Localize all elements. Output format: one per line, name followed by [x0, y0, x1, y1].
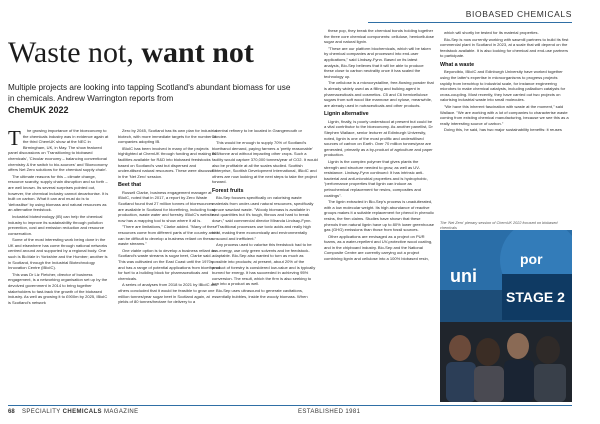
- paragraph: Other applications are envisaged as a project on PUR foams, as a water-repellent and UV-protective wood coating, and in the chipboard industry. Bio-Sep and the National Composite Centre are currently carrying out a project combining lignin and cellulose into a 100% biobased resin,: [324, 233, 433, 262]
- paragraph: Lignin, finally, is poorly understood at present but could be a vital contributor to the bioeconomy. As another panellist, Dr Stephen Wallace, senior lecturer at Edinburgh University, noted, lignin is one of the most prolific and underutilised sources of carbon on Earth. Over 70 million tonnes/year are generated, primarily as a by-product of agriculture and paper production.: [324, 118, 433, 158]
- banner-text-2: por: [520, 251, 543, 267]
- paragraph: This was Dr Liz Fletcher, director of business engagement, is a networking organisation set up by the devolved government in 2014 to bring together stakeholders to fast-track the growth of the biobased industry. As well as growing it to £900m by 2025, IBioIC is Scotland's network: [8, 271, 108, 305]
- paragraph: Bio-Sep uses ultrasound to generate cavitations, essentially bubbles, inside the woody biomass. When: [212, 287, 308, 299]
- paragraph: "These are our platform biochemicals, which will be taken by chemical companies and processed into end-user applications," said Lindsay-Fynn. Based on its latest analysis, Bio-Sep believes that it will be able to produce these close to carbon neutrality once it has scaled the technology up.: [324, 45, 431, 79]
- column-5: [440, 30, 570, 216]
- conference-photo: [440, 230, 572, 402]
- paragraph: The ultimate reasons for this – climate change, resource scarcity, supply chain disruption and so forth – are well known. Its several surprises pointed out, however, the chemical industry cannot decarbonise. It is built on carbon. What it can and must do is to 'defossilise' by using biomass and natural resources as an alternative feedstock.: [8, 173, 109, 213]
- column-2: [118, 44, 220, 338]
- paragraph: Doing this, he said, has two major sustainability benefits: it reuses: [444, 127, 562, 133]
- stage-label: STAGE 2: [506, 289, 565, 305]
- paragraph: "Traditional processes use toxic acids and really high heat, making them economically and environmentally unsound and inefficient.": [212, 224, 311, 241]
- paragraph: Zero by 2045, Scotland has its own plan for industrial biotech, with more immediate targets for the number of companies adopting IB.: [118, 128, 218, 145]
- paragraph: A series of analyses from 2018 to 2021 by IBioIC and others concluded that it would be feasible to grow one million tonnes/year sugar beet in Scotland again, at yields of 80 tonnes/hectare for delivery to a: [118, 282, 218, 305]
- paragraph: Any process used to valorise this feedstock had to be low-energy, use only green solvents and be feedstock-adaptable. Bio-Sep also wanted to turn as much as possible into products; at present, about 20% of the product of forestry is considered low-value and is typically burned for energy. It has succeeded in achieving 95% conversion. The result, which the firm is also seeking to turn into a product as well.: [212, 242, 316, 287]
- paragraph: these pop, they break the chemical bonds holding together the three core chemical components: cellulose, hemicellulose sugar and natural lignin.: [324, 28, 434, 45]
- audience-body: [446, 362, 476, 402]
- paragraph: Russell Clarke, business engagement manager at IBioIC, noted that in 2017, a report by Zero Waste Scotland found that 27 million tonnes of bioresources are available in Scotland for biorefining, including food production, waste water and forestry. IBioIC's website now has a mapping tool to show where it all is.: [118, 189, 215, 223]
- audience-body: [504, 360, 534, 402]
- headline-bold: want not: [141, 36, 254, 69]
- audience-head: [536, 336, 560, 364]
- paragraph: he growing importance of the bioeconomy to the chemicals industry was in evidence again at the third ChemUK show at the NEC in Birmingham, UK, in May. The show featured panel discussions on 'Transitioning to biobased chemicals', 'Circular economy – balancing conventional chemistry & the switch to bio-sources' and 'Bioeconomy offers Net Zero solutions for the chemical supply chain'.: [8, 128, 109, 173]
- subheading-beet-that: Beet that: [118, 182, 142, 189]
- paragraph: "We have this inherent fascination with waste at the moment," said Wallace. "We are working with a lot of companies to characterise waste coming from existing chemical manufacturing, because we see this as a really interesting source of carbon.": [440, 104, 569, 126]
- paragraph: The lignin extracted in Bio-Sep's process is unadulterated, with a low molecular weight. Its high abundance of reactive groups makes it a suitable replacement for phenol in phenolic resins, the firm claims. Studies have shown that these phenols from natural lignin have up to 80% lower greenhouse gas (GHG) emissions than those from fossil sources.: [324, 199, 434, 233]
- paragraph: Lignin is the complex polymer that gives plants the strength and structure needed to grow, as well as UV-resistance. Lindsay-Fynn continued: It has intrinsic anti-bacterial and anti-microbial properties and is hydrophobic, "performance properties that lignin can induce as petrochemical replacement for resins, composites and coatings".: [324, 158, 428, 198]
- paragraph: "There are limitations," Clarke added. "Many of these resources come from different parts of the country and it can be difficult to develop a business reliant on these waste streams.": [118, 224, 219, 247]
- magazine-suffix: MAGAZINE: [101, 409, 139, 415]
- audience-body: [474, 366, 504, 402]
- photo-scene: [440, 230, 572, 402]
- paragraph: Bio-Sep is now currently working with sawmill partners to build its first commercial plant in Scotland in 2023, at a scale that will depend on the feedstock available. It is also looking for chemical and end-use partners to participate.: [440, 36, 569, 59]
- paragraph: Industrial biotechnology (IB) can help the chemical industry to improve its sustainability through pollution prevention, cost and emission reduction and resource conservation.: [8, 213, 105, 236]
- magazine-name: [22, 409, 139, 415]
- paragraph: This would be enough to supply 70% of Scotland's bioethanol demand, paying farmers a 'pretty reasonable' £65/tonne and without impacting other crops. Such a facility would capture 370,000 tonnes/year of CO2. It would also be profitable at all the scales studied. Scottish Enterprise, Scottish Development International, IBioIC and others are now looking at the next steps to take the project forward.: [212, 140, 318, 185]
- audience-head: [476, 338, 500, 366]
- paragraph: The cellulose is a microcrystalline, free-flowing powder that is already widely used as a filling and bulking agent in pharmaceuticals and cosmetics. C5 and C6 hemicellulose sugars from soft wood like mannose and xylose, meanwhile, are already used in nutraceuticals and other products.: [324, 80, 434, 108]
- banner-text: uni: [450, 266, 477, 286]
- headline-light: Waste not,: [8, 36, 142, 69]
- subheading-lignin-alternative: Lignin alternative: [324, 111, 369, 118]
- paragraph: Beyondbio, IBioIC and Edinburgh University have worked together using the latter's expertise in microorganisms to progress projects rapidly from benchtop to industrial scale, for instance engineering microbes to make chemical catalysts, including palladium catalysts for cross-coupling. Most recently, they have carried out two projects on valorising industrial waste into small molecules.: [440, 69, 566, 103]
- magazine-prefix: SPECIALITY: [22, 409, 63, 415]
- column-4: [324, 10, 434, 410]
- audience-head: [449, 335, 471, 361]
- magazine-bold: CHEMICALS: [62, 409, 102, 415]
- audience-head: [507, 333, 529, 359]
- paragraph: One viable option is to develop a business reliant on Scotland's waste streams is sugar beet, Clarke said. This was cultivated on the East Coast until the 1970s and has a range of potential applications from bioethanol for fuel to a building block for pharmaceuticals and chemicals.: [118, 247, 220, 281]
- paragraph: Bio-Sep focuses specifically on valorising waste materials from under-used natural resources, specifically spruce sawdust waste. "Woody biomass is available in vast quantities but it's tough, fibrous and hard to break down," said commercial director Miranda Lindsay-Fynn.: [212, 195, 314, 223]
- footer-divider: [8, 405, 572, 406]
- paragraph: IBioIC has been involved in many of the projects highlighted at ChemUK through funding and making its facilities available for R&D into biobased feedstocks based on Scotland's vast but dispersed and underutilised natural resources. These were discussed in the 'Net Zero' session.: [118, 145, 217, 179]
- column-1: [8, 128, 110, 422]
- standfirst-text: Multiple projects are looking into tapping Scotland's abundant biomass for use in chemicals. Andrew Warrington reports from: [8, 83, 291, 103]
- drop-cap: T: [8, 128, 21, 150]
- paragraph: which will shortly be tested for its material properties.: [444, 30, 539, 35]
- byline-event: ChemUK 2022: [8, 105, 69, 115]
- established-year: ESTABLISHED 1981: [298, 409, 361, 415]
- subheading-forest-fruits: Forest fruits: [212, 187, 244, 194]
- page-number: 68: [8, 409, 15, 415]
- paragraph: central refinery to be located in Grangemouth or Dundee.: [212, 128, 302, 139]
- audience-body: [534, 364, 566, 402]
- section-label: BIOBASED CHEMICALS: [465, 9, 572, 19]
- subheading-what-a-waste: What a waste: [440, 61, 475, 68]
- column-3: [212, 44, 318, 422]
- paragraph: Some of the most interesting work being done in the UK and elsewhere has come through national networks centred around and supported by a regional body. One such is BioVale in Yorkshire and the Humber; another is in Scotland, through the Industrial Biotechnology Innovation Centre (IBioIC).: [8, 237, 108, 271]
- photo-caption: The 'Net Zero' plenary session of ChemUK 2022 focused on biobased chemicals: [440, 221, 558, 230]
